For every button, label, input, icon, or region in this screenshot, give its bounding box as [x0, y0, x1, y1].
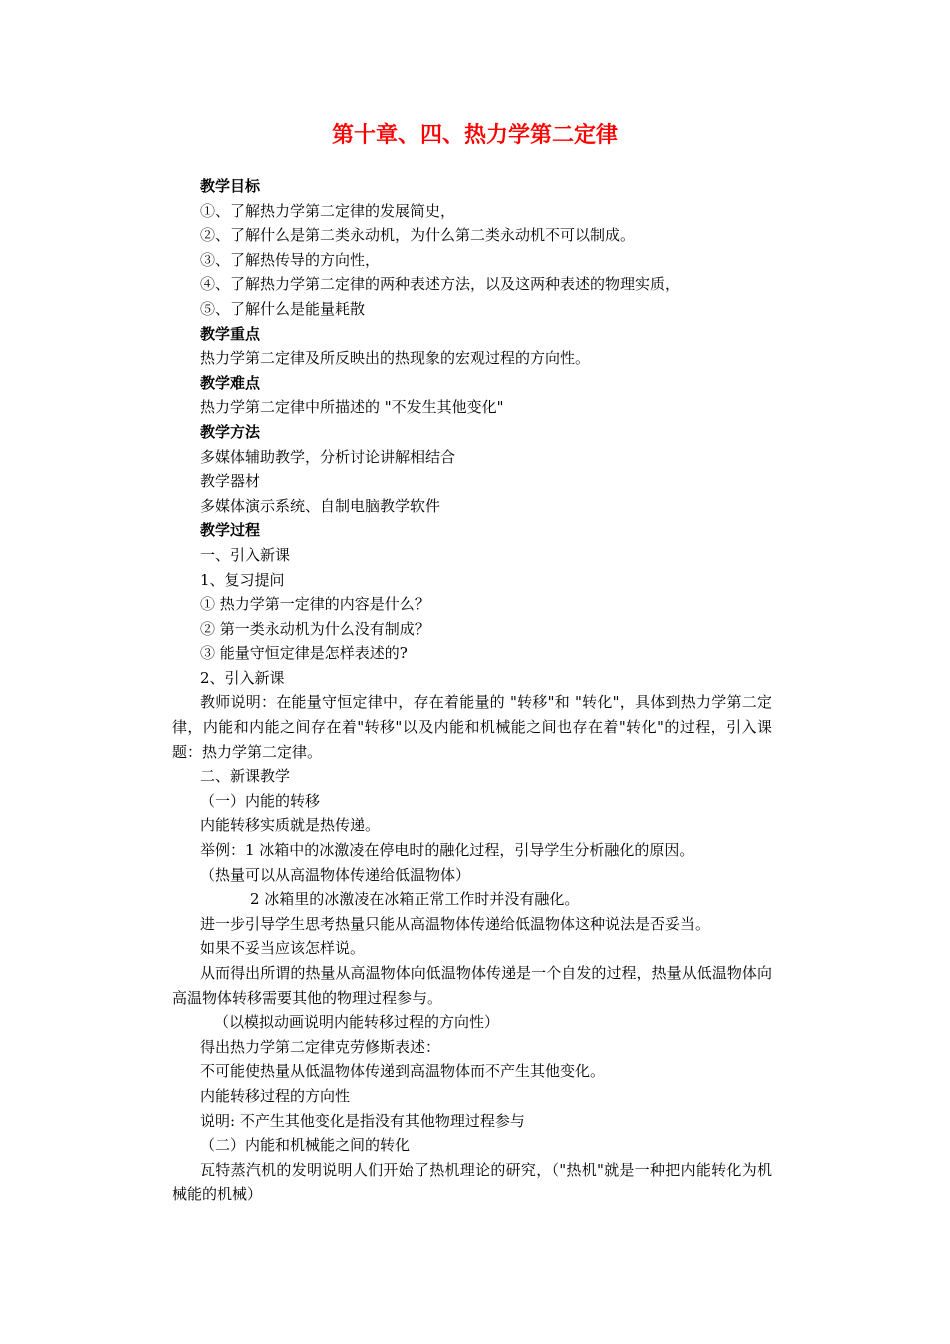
further-text: 进一步引导学生思考热量只能从高温物体传递给低温物体这种说法是否妥当。: [200, 914, 711, 933]
review-question: ① 热力学第一定律的内容是什么？: [200, 595, 430, 614]
methods-text: 多媒体辅助教学，分析讨论讲解相结合: [200, 447, 456, 466]
key-points-heading: 教学重点: [200, 324, 261, 343]
example-text: 2 冰箱里的冰激凌在冰箱正常工作时并没有融化。: [250, 890, 580, 909]
example-note: （热量可以从高温物体传递给低温物体）: [200, 865, 471, 884]
process-intro: 2、引入新课: [200, 668, 285, 687]
key-points-text: 热力学第二定律及所反映出的热现象的宏观过程的方向性。: [200, 349, 591, 368]
subsection-heading: （一）内能的转移: [200, 791, 321, 810]
ask-text: 如果不妥当应该怎样说。: [200, 939, 366, 958]
process-review: 1、复习提问: [200, 570, 285, 589]
process-part1: 一、引入新课: [200, 545, 291, 564]
goal-item: ④、了解热力学第二定律的两种表述方法，以及这两种表述的物理实质，: [200, 275, 681, 294]
difficulties-heading: 教学难点: [200, 373, 261, 392]
example-text: 举例：1 冰箱中的冰激凌在停电时的融化过程，引导学生分析融化的原因。: [200, 841, 695, 860]
process-part2: 二、新课教学: [200, 767, 291, 786]
teacher-explanation: 教师说明：在能量守恒定律中，存在着能量的 "转移"和 "转化"，具体到热力学第二定律，内能和内能之间存在着"转移"以及内能和机械能之间也存在着"转化"的过程，引入课题：热力学第二定律。: [172, 693, 772, 761]
goal-item: ①、了解热力学第二定律的发展简史，: [200, 201, 456, 220]
document-title: 第十章、四、热力学第二定律: [331, 123, 618, 148]
direction-text: 内能转移过程的方向性: [200, 1086, 351, 1105]
methods-heading: 教学方法: [200, 422, 261, 441]
animation-note: （以模拟动画说明内能转移过程的方向性）: [214, 1013, 500, 1032]
goals-heading: 教学目标: [200, 177, 261, 195]
difficulties-text: 热力学第二定律中所描述的 "不发生其他变化": [200, 398, 504, 417]
review-question: ② 第一类永动机为什么没有制成？: [200, 619, 430, 638]
clausius-statement: 不可能使热量从低温物体传递到高温物体而不产生其他变化。: [200, 1062, 606, 1081]
clausius-intro: 得出热力学第二定律克劳修斯表述：: [200, 1037, 441, 1056]
explain-text: 说明: 不产生其他变化是指没有其他物理过程参与: [200, 1111, 525, 1130]
review-question: ③ 能量守恒定律是怎样表述的?: [200, 644, 408, 663]
process-heading: 教学过程: [200, 521, 261, 540]
conclusion-text: 从而得出所谓的热量从高温物体向低温物体传递是一个自发的过程，热量从低温物体向高温物体转移需要其他的物理过程参与。: [172, 964, 772, 1007]
equipment-heading: 教学器材: [200, 472, 261, 491]
goal-item: ③、了解热传导的方向性，: [200, 250, 381, 269]
equipment-text: 多媒体演示系统、自制电脑教学软件: [200, 496, 441, 515]
goal-item: ⑤、了解什么是能量耗散: [200, 299, 366, 318]
goal-item: ②、了解什么是第二类永动机，为什么第二类永动机不可以制成。: [200, 226, 636, 245]
document-body: [172, 174, 772, 1207]
essence-text: 内能转移实质就是热传递。: [200, 816, 381, 835]
subsection-heading: （二）内能和机械能之间的转化: [200, 1136, 411, 1155]
watt-text: 瓦特蒸汽机的发明说明人们开始了热机理论的研究，（"热机"就是一种把内能转化为机械能的机械）: [172, 1160, 772, 1204]
